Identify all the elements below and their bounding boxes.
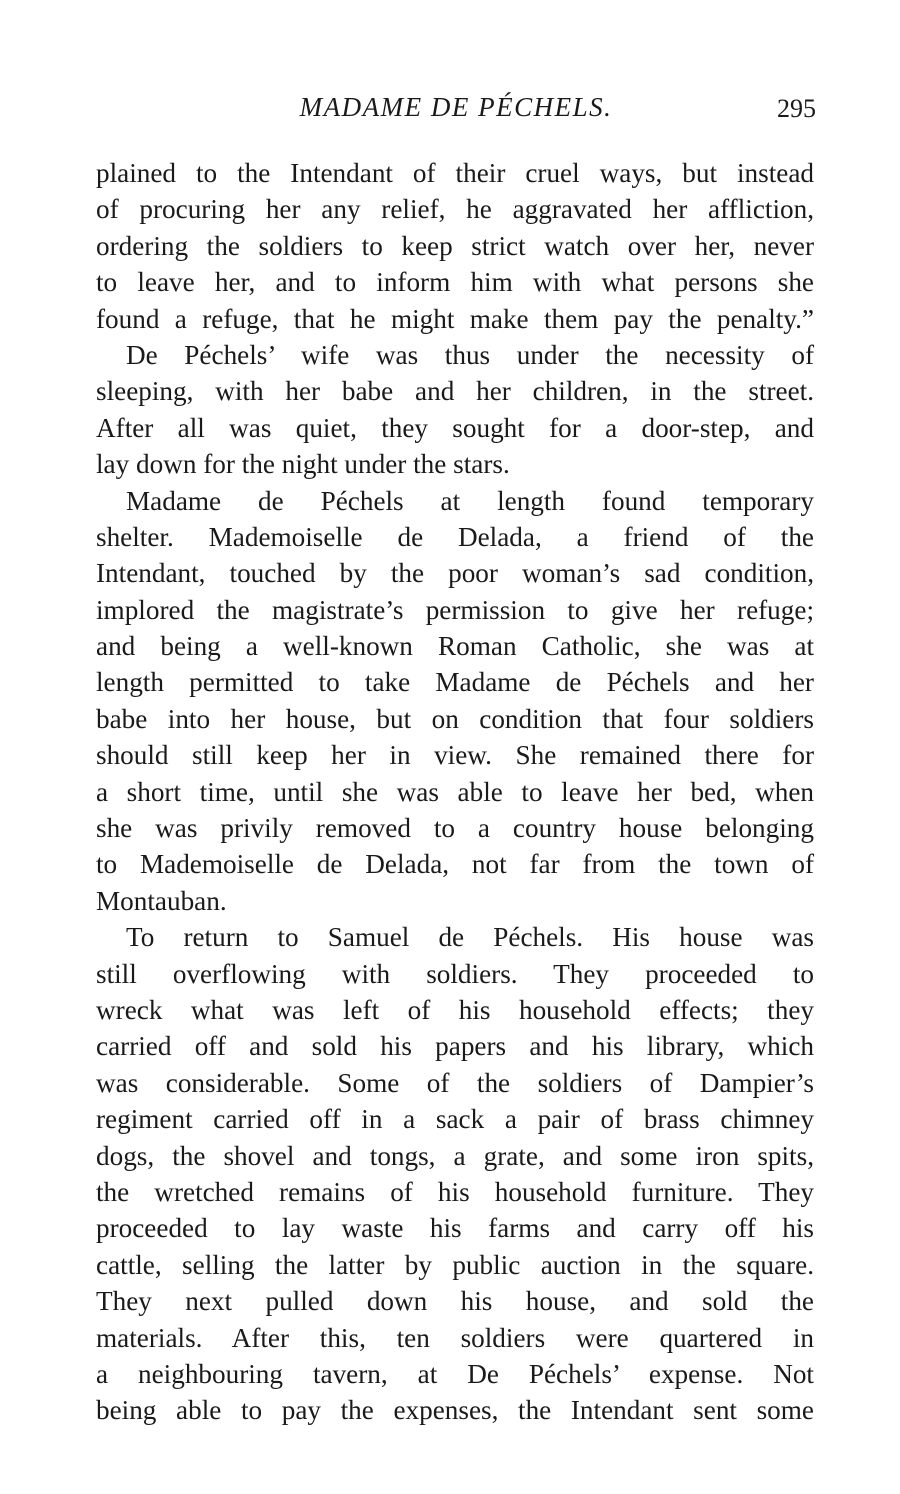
text-line: plained to the Intendant of their cruel ways, but instead [96,158,814,188]
text-line: to Mademoiselle de Delada, not far from the town of [96,849,814,880]
text-line: After all was quiet, they sought for a door-step, and [96,412,814,443]
text-line: babe into her house, but on condition that four soldiers [96,703,814,734]
text-line: found a refuge, that he might make them pay the penalty.” [96,303,814,334]
text-line: a short time, until she was able to leave her bed, when [96,776,814,807]
text-line: Intendant, touched by the poor woman’s sad condition, [96,558,814,589]
running-title: MADAME DE PÉCHELS. [299,92,613,122]
text-line: cattle, selling the latter by public auction in the square. [96,1249,814,1280]
text-line: De Péchels’ wife was thus under the necessity of [126,339,814,370]
text-line: materials. After this, ten soldiers were quartered in [96,1322,814,1353]
page-header [96,92,816,132]
text-line: to leave her, and to inform him with what persons she [96,267,814,298]
text-line: of procuring her any relief, he aggravated her affliction, [96,194,814,225]
text-line: They next pulled down his house, and sold the [96,1286,814,1317]
text-line: implored the magistrate’s permission to give her refuge; [96,594,814,625]
page-number: 295 [777,94,816,123]
body-text [96,155,814,1429]
text-line: and being a well-known Roman Catholic, she was at [96,631,814,662]
text-line: she was privily removed to a country house belonging [96,813,814,844]
text-line: sleeping, with her babe and her children, in the street. [96,376,814,407]
text-line: wreck what was left of his household effects; they [96,994,814,1025]
text-line: shelter. Mademoiselle de Delada, a friend of the [96,521,814,552]
text-line: carried off and sold his papers and his library, which [96,1031,814,1062]
text-line: the wretched remains of his household furniture. They [96,1176,814,1207]
text-line: was considerable. Some of the soldiers of Dampier’s [96,1067,814,1098]
text-line: being able to pay the expenses, the Intendant sent some [96,1395,814,1426]
text-line: regiment carried off in a sack a pair of brass chimney [96,1104,814,1135]
text-line: dogs, the shovel and tongs, a grate, and some iron spits, [96,1140,814,1171]
text-line: Montauban. [96,885,227,916]
text-line: still overflowing with soldiers. They proceeded to [96,958,814,989]
text-line: should still keep her in view. She remained there for [96,740,814,771]
text-line: Madame de Péchels at length found temporary [126,485,814,516]
text-line: length permitted to take Madame de Péchels and her [96,667,814,698]
text-line: To return to Samuel de Péchels. His house was [126,922,814,953]
text-line: ordering the soldiers to keep strict watch over her, never [96,230,814,261]
text-line: lay down for the night under the stars. [96,449,510,480]
text-line: a neighbouring tavern, at De Péchels’ expense. Not [96,1358,814,1389]
text-line: proceeded to lay waste his farms and carry off his [96,1213,814,1244]
